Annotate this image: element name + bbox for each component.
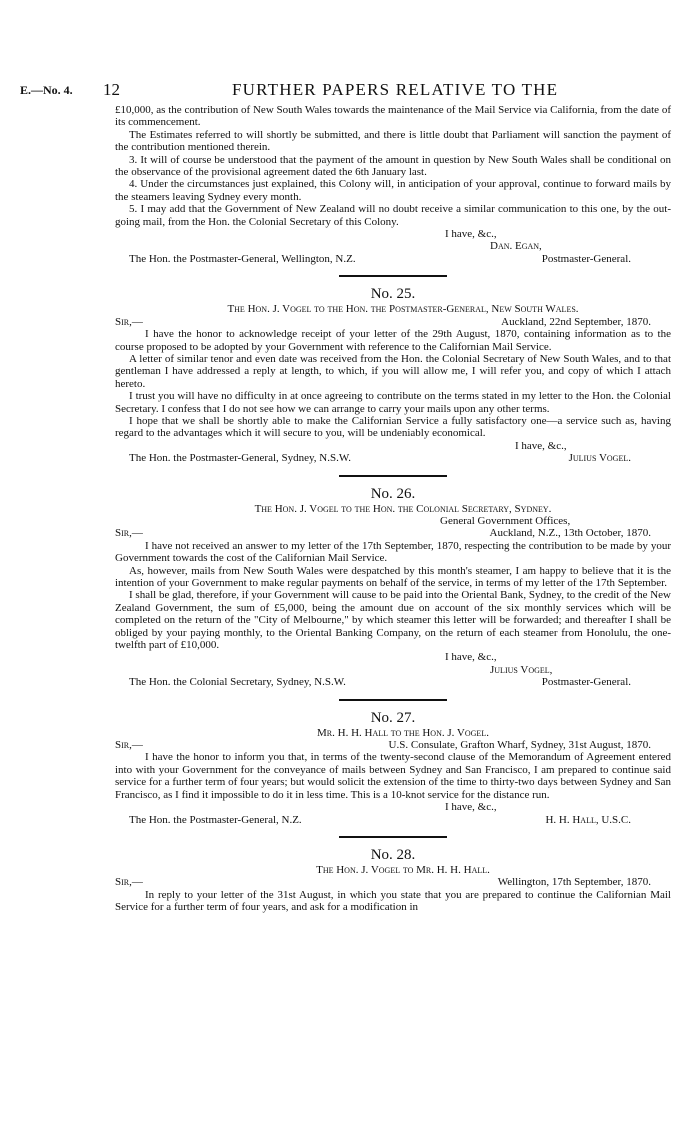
salutation: Sir,— [115,876,143,889]
addressee: The Hon. the Postmaster-General, Sydney, N.S.W. [129,452,351,465]
addressee-line [115,253,671,265]
letter-heading: The Hon. J. Vogel to the Hon. the Postmaster-General, New South Wales. [227,303,579,316]
section-divider [339,699,447,701]
paragraph: I have the honor to inform you that, in terms of the twenty-second clause of the Memorandum of Agreement entered into with your Government for the conveyance of mails between Sydney and San Francisco, I am prepared to continue said service for a further term of four years; but would solicit the extension of the time to thirty-two days between Sydney and San Francisco, as I find it impossible to do it in less time. This is a 10-knot service for the distance run. [115,751,671,801]
closing: I have, &c., [445,228,497,241]
salutation: Sir,— [115,315,143,328]
letter-heading: The Hon. J. Vogel to the Hon. the Colonial Secretary, Sydney. [254,502,552,515]
paragraph: I shall be glad, therefore, if your Government will cause to be paid into the Oriental Bank, Sydney, to the credit of the New Zealand Government, the sum of £5,000, being the amount due on account of the six monthly services which will be completed on the return of the "City of Melbourne," by which steamer this letter will be forwarded; and thereafter I shall be obliged by your paying monthly, to the Oriental Banking Company, on the return of each steamer from Honolulu, the one-twelfth part of £10,000. [115,589,671,652]
paragraph: I trust you will have no difficulty in at once agreeing to contribute on the terms stated in my letter to the Hon. the Colonial Secretary. I confess that I do not see how we can arrange to carry your mails upon any other terms. [115,390,671,415]
signature: Julius Vogel, [490,663,553,676]
salutation-line [115,316,671,328]
office-line: General Government Offices, [440,514,571,527]
section-divider [339,275,447,277]
addressee-line [115,814,671,826]
addressee: The Hon. the Postmaster-General, Wellington, N.Z. [129,252,356,265]
closing: I have, &c., [445,651,497,664]
place-date: Wellington, 17th September, 1870. [497,876,651,889]
paragraph: I have not received an answer to my letter of the 17th September, 1870, respecting the contribution to be made by your Government towards the cost of the Californian Mail Service. [115,539,671,565]
section-divider [339,475,447,477]
letter-number: No. 25. [370,286,416,303]
place-date: Auckland, 22nd September, 1870. [501,315,651,328]
letter-heading: Mr. H. H. Hall to the Hon. J. Vogel. [317,726,489,739]
salutation: Sir,— [115,739,143,752]
page-title: FURTHER PAPERS RELATIVE TO THE [232,80,559,99]
paragraph: 4. Under the circumstances just explained, this Colony will, in anticipation of your approval, continue to forward mails by the steamers leaving Sydney every month. [115,178,671,203]
signatory-title: Postmaster-General. [541,676,631,689]
signature: Julius Vogel. [568,452,631,465]
paragraph: I hope that we shall be shortly able to make the Californian Service a fully satisfactory one—a service such as, having regard to the advantages which it will secure to you, will be undeniably economical. [115,414,671,440]
addressee: The Hon. the Colonial Secretary, Sydney, N.S.W. [129,676,346,689]
salutation-line [115,876,671,888]
addressee-line [115,452,671,464]
letter-number: No. 28. [370,846,416,863]
salutation: Sir,— [115,527,143,540]
signature: Dan. Egan, [490,240,542,253]
signature: H. H. Hall, U.S.C. [545,813,631,826]
document-reference: E.—No. 4. [20,83,73,97]
place-date: U.S. Consulate, Grafton Wharf, Sydney, 31st August, 1870. [388,739,651,752]
paragraph: I have the honor to acknowledge receipt of your letter of the 29th August, 1870, containing information as to the course proposed to be adopted by your Government with reference to the Californian Mail Service. [115,328,671,353]
paragraph: 3. It will of course be understood that the payment of the amount in question by New South Wales shall be conditional on the observance of the provisional agreement dated the 6th January last. [115,153,671,179]
salutation-line [115,527,671,539]
section-divider [339,836,447,838]
paragraph: A letter of similar tenor and even date was received from the Hon. the Colonial Secretary of New South Wales, and to that gentleman I have addressed a reply at length, to which, if you will allow me, I will refer you, and copy of which I attach hereto. [115,352,671,390]
addressee-line [115,676,671,688]
addressee: The Hon. the Postmaster-General, N.Z. [129,813,302,826]
paragraph: As, however, mails from New South Wales were despatched by this month's steamer, I am happy to believe that it is the intention of your Government to make regular payments on behalf of the service, in terms of my letter of the 17th September. [115,564,671,589]
document-body [115,104,671,914]
place-date: Auckland, N.Z., 13th October, 1870. [489,527,651,540]
page-number: 12 [103,80,120,99]
paragraph: 5. I may add that the Government of New Zealand will no doubt receive a similar communication to this one, by the out-going mail, from the Hon. the Colonial Secretary of this Colony. [115,203,671,228]
closing: I have, &c., [445,801,497,814]
paragraph: The Estimates referred to will shortly be submitted, and there is little doubt that Parliament will sanction the payment of the contribution mentioned therein. [115,128,671,154]
letter-number: No. 27. [370,709,416,726]
paragraph: £10,000, as the contribution of New South Wales towards the maintenance of the Mail Service via California, from the date of its commencement. [115,104,671,129]
letter-number: No. 26. [370,485,416,502]
signatory-title: Postmaster-General. [541,252,631,265]
paragraph: In reply to your letter of the 31st August, in which you state that you are prepared to continue the Californian Mail Service for a further term of four years, and ask for a modification in [115,888,671,914]
letter-heading: The Hon. J. Vogel to Mr. H. H. Hall. [316,863,490,876]
closing: I have, &c., [515,439,567,452]
salutation-line [115,739,671,751]
